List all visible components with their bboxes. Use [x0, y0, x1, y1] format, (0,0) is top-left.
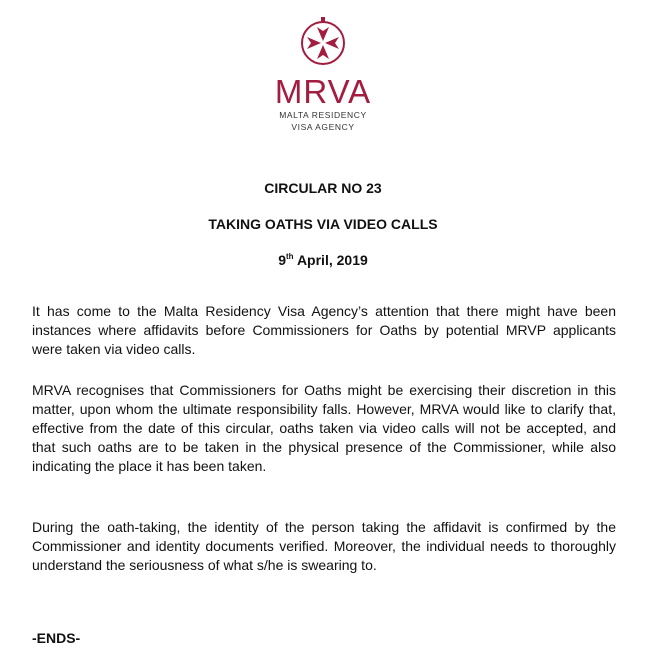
date-suffix: th: [286, 252, 294, 261]
circular-number: CIRCULAR NO 23: [264, 180, 382, 196]
ends-marker: -ENDS-: [32, 630, 81, 646]
date-day: 9: [278, 252, 287, 268]
date-month-year: April, 2019: [293, 252, 368, 268]
logo-subtitle-line1: MALTA RESIDENCY: [279, 110, 367, 120]
mrva-logo: [0, 14, 646, 132]
logo-subtitle-line2: VISA AGENCY: [291, 122, 355, 132]
logo-wordmark: MRVA: [274, 73, 372, 110]
maltese-cross-emblem-icon: [298, 14, 348, 68]
paragraph-1: It has come to the Malta Residency Visa Agency’s attention that there might have been instances where affidavits before Commissioners for Oaths by potential MRVP applicants were taken via video calls.: [32, 303, 616, 357]
circular-date: [0, 252, 646, 268]
circular-title: TAKING OATHS VIA VIDEO CALLS: [208, 216, 438, 232]
paragraph-2: MRVA recognises that Commissioners for Oaths might be exercising their discretion in this matter, upon whom the ultimate responsibility falls. However, MRVA would like to clarify that, effective from the date of this circular, oaths taken via video calls will not be accepted, and that such oaths are to be taken in the physical presence of the Commissioner, while also indicating the place it has been taken.: [32, 382, 616, 474]
paragraph-3: During the oath-taking, the identity of the person taking the affidavit is confirmed by the Commissioner and identity documents verified. Moreover, the individual needs to thoroughly understand the seriousness of what s/he is swearing to.: [32, 519, 616, 573]
